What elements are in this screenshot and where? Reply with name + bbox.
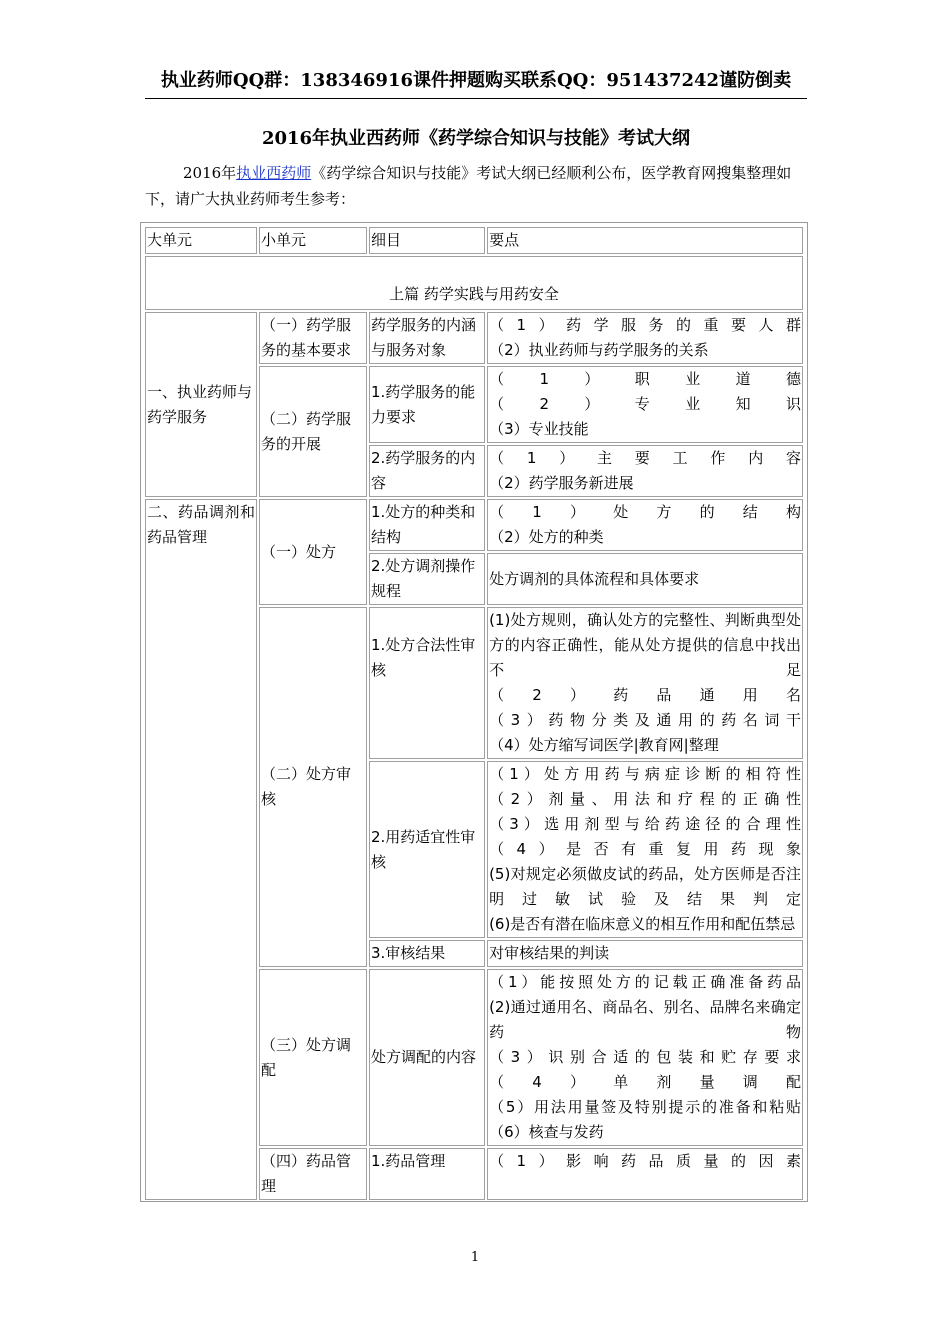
point: （6）核查与发药 bbox=[489, 1123, 604, 1141]
point: （1）影响药品质量的因素 bbox=[489, 1152, 801, 1170]
point: （4）单剂量调配 bbox=[489, 1073, 801, 1091]
unit1-sub1-item: 药学服务的内涵与服务对象 bbox=[369, 312, 485, 364]
point: （3）识别合适的包装和贮存要求 bbox=[489, 1048, 801, 1066]
section-title: 上篇 药学实践与用药安全 bbox=[145, 256, 803, 310]
table-row bbox=[145, 499, 803, 551]
unit2-sub4-item: 1.药品管理 bbox=[369, 1148, 485, 1200]
point: （1）处方的结构 bbox=[489, 503, 801, 521]
intro-link[interactable]: 执业西药师 bbox=[236, 164, 312, 182]
document-title: 2016年执业西药师《药学综合知识与技能》考试大纲 bbox=[261, 128, 691, 149]
header-minor-unit: 小单元 bbox=[259, 227, 367, 254]
unit2-sub2-item2: 2.用药适宜性审核 bbox=[369, 761, 485, 938]
unit2-sub4-points bbox=[487, 1148, 803, 1200]
unit1-name: 一、执业药师与药学服务 bbox=[145, 312, 257, 497]
unit2-name-text: 二、药品调剂和药品管理 bbox=[147, 503, 256, 546]
unit1-sub1-points bbox=[487, 312, 803, 364]
unit2-sub1-item1: 1.处方的种类和结构 bbox=[369, 499, 485, 551]
unit1-sub2-points1 bbox=[487, 366, 803, 443]
unit2-sub1-item2: 2.处方调剂操作规程 bbox=[369, 553, 485, 605]
page-header: 执业药师QQ群：138346916课件押题购买联系QQ：951437242谨防倒卖 bbox=[145, 66, 807, 99]
unit1-sub1-name: （一）药学服务的基本要求 bbox=[259, 312, 367, 364]
unit1-sub2-item2: 2.药学服务的内容 bbox=[369, 445, 485, 497]
point: （1）能按照处方的记载正确准备药品 bbox=[489, 973, 801, 991]
unit2-sub3-name: （三）处方调配 bbox=[259, 969, 367, 1146]
unit2-sub2-item3: 3.审核结果 bbox=[369, 940, 485, 967]
unit2-sub2-points2 bbox=[487, 761, 803, 938]
page-number: 1 bbox=[470, 1250, 480, 1265]
unit1-sub2-points2 bbox=[487, 445, 803, 497]
header-major-unit: 大单元 bbox=[145, 227, 257, 254]
point: (5)对规定必须做皮试的药品，处方医师是否注明过敏试验及结果判定 bbox=[489, 865, 801, 908]
point: (2)通过通用名、商品名、别名、品牌名来确定药物 bbox=[489, 998, 801, 1041]
point: （3）选用剂型与给药途径的合理性 bbox=[489, 815, 801, 833]
unit2-sub2-name: （二）处方审核 bbox=[259, 607, 367, 967]
unit2-name bbox=[145, 499, 257, 1200]
table-row bbox=[145, 312, 803, 364]
unit1-sub2-name: （二）药学服务的开展 bbox=[259, 366, 367, 497]
point: （4）处方缩写词医学|教育网|整理 bbox=[489, 736, 719, 754]
point: （2）专业知识 bbox=[489, 395, 801, 413]
point: （5）用法用量签及特别提示的准备和粘贴 bbox=[489, 1098, 801, 1116]
intro-suffix: 《药学综合知识与技能》考试大纲已经顺利公布，医学教育网搜集整理如下，请广大执业药师考生参考： bbox=[145, 164, 792, 208]
header-points: 要点 bbox=[487, 227, 803, 254]
unit2-sub2-item1: 1.处方合法性审核 bbox=[369, 607, 485, 759]
point: （1）药学服务的重要人群 bbox=[489, 316, 801, 334]
point: （1）处方用药与病症诊断的相符性 bbox=[489, 765, 801, 783]
unit1-sub2-item1: 1.药学服务的能力要求 bbox=[369, 366, 485, 443]
point: （3）药物分类及通用的药名词干 bbox=[489, 711, 801, 729]
syllabus-table-frame bbox=[140, 222, 808, 1202]
header-item: 细目 bbox=[369, 227, 485, 254]
point: （2）处方的种类 bbox=[489, 528, 604, 546]
unit2-sub4-name: （四）药品管理 bbox=[259, 1148, 367, 1200]
unit2-sub1-name: （一）处方 bbox=[259, 499, 367, 605]
point: (6)是否有潜在临床意义的相互作用和配伍禁忌 bbox=[489, 915, 796, 933]
point: （3）专业技能 bbox=[489, 420, 589, 438]
unit2-sub3-points bbox=[487, 969, 803, 1146]
point: （2）执业药师与药学服务的关系 bbox=[489, 341, 709, 359]
section-row bbox=[145, 256, 803, 310]
unit2-sub1-points1 bbox=[487, 499, 803, 551]
table-header-row bbox=[145, 227, 803, 254]
point: (1)处方规则，确认处方的完整性、判断典型处方的内容正确性，能从处方提供的信息中找出不足 bbox=[489, 611, 801, 679]
intro-paragraph bbox=[145, 160, 807, 212]
intro-prefix: 2016年 bbox=[183, 164, 237, 182]
point: （2）剂量、用法和疗程的正确性 bbox=[489, 790, 801, 808]
point: （2）药品通用名 bbox=[489, 686, 801, 704]
point: （1）职业道德 bbox=[489, 370, 801, 388]
unit2-sub2-points1 bbox=[487, 607, 803, 759]
point: （1）主要工作内容 bbox=[489, 449, 801, 467]
unit2-sub2-points3: 对审核结果的判读 bbox=[487, 940, 803, 967]
unit2-sub1-points2: 处方调剂的具体流程和具体要求 bbox=[487, 553, 803, 605]
unit2-sub3-item: 处方调配的内容 bbox=[369, 969, 485, 1146]
syllabus-table bbox=[143, 225, 805, 1202]
point: （4）是否有重复用药现象 bbox=[489, 840, 801, 858]
point: （2）药学服务新进展 bbox=[489, 474, 634, 492]
